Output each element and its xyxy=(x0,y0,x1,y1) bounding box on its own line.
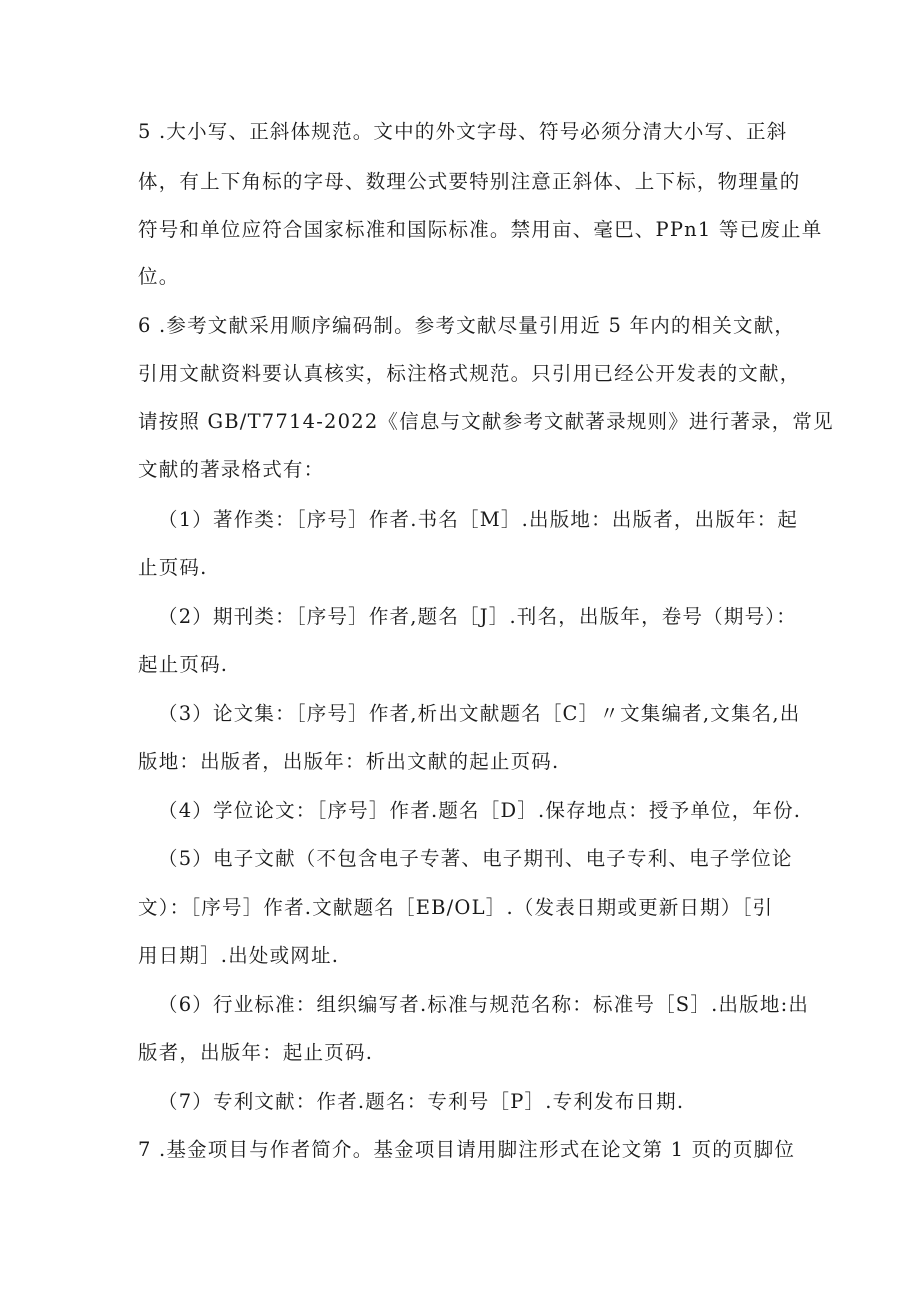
text-line: 版者，出版年：起止页码. xyxy=(138,1041,374,1064)
text-line: 用日期］.出处或网址. xyxy=(138,944,340,967)
text-line: 引用文献资料要认真核实，标注格式规范。只引用已经公开发表的文献， xyxy=(138,362,801,385)
text-line: 符号和单位应符合国家标准和国际标准。禁用亩、毫巴、PPn1 等已废止单 xyxy=(138,218,823,241)
text-line: 起止页码. xyxy=(138,653,229,676)
text-line: 版地：出版者，出版年：析出文献的起止页码. xyxy=(138,750,560,773)
reference-format-patents: （7）专利文献：作者.题名：专利号［P］.专利发布日期. xyxy=(158,1090,685,1113)
text-line-item7: 7 .基金项目与作者简介。基金项目请用脚注形式在论文第 1 页的页脚位 xyxy=(138,1138,796,1161)
reference-format-proceedings: （3）论文集：［序号］作者,析出文献题名［C］〃文集编者,文集名,出 xyxy=(158,702,801,725)
text-line-item6: 6 .参考文献采用顺序编码制。参考文献尽量引用近 5 年内的相关文献， xyxy=(138,314,796,337)
reference-format-journals: （2）期刊类：［序号］作者,题名［J］.刊名，出版年，卷号（期号）： xyxy=(158,605,797,628)
text-line: 体，有上下角标的字母、数理公式要特别注意正斜体、上下标，物理量的 xyxy=(138,170,801,193)
text-line: 位。 xyxy=(138,265,180,288)
text-line: 文献的著录格式有： xyxy=(138,458,325,481)
text-line: 请按照 GB/T7714-2022《信息与文献参考文献著录规则》进行著录，常见 xyxy=(138,410,834,433)
reference-format-books: （1）著作类：［序号］作者.书名［M］.出版地：出版者，出版年：起 xyxy=(158,508,799,531)
text-line: 止页码. xyxy=(138,556,208,579)
reference-format-electronic: （5）电子文献（不包含电子专著、电子期刊、电子专利、电子学位论 xyxy=(158,847,793,870)
reference-format-theses: （4）学位论文：［序号］作者.题名［D］.保存地点：授予单位，年份. xyxy=(158,799,802,822)
text-line: 文）：［序号］作者.文献题名［EB/OL］.（发表日期或更新日期）［引 xyxy=(138,896,774,919)
reference-format-standards: （6）行业标准：组织编写者.标准与规范名称：标准号［S］.出版地:出 xyxy=(158,993,810,1016)
text-line-item5: 5 .大小写、正斜体规范。文中的外文字母、符号必须分清大小写、正斜 xyxy=(138,120,788,143)
